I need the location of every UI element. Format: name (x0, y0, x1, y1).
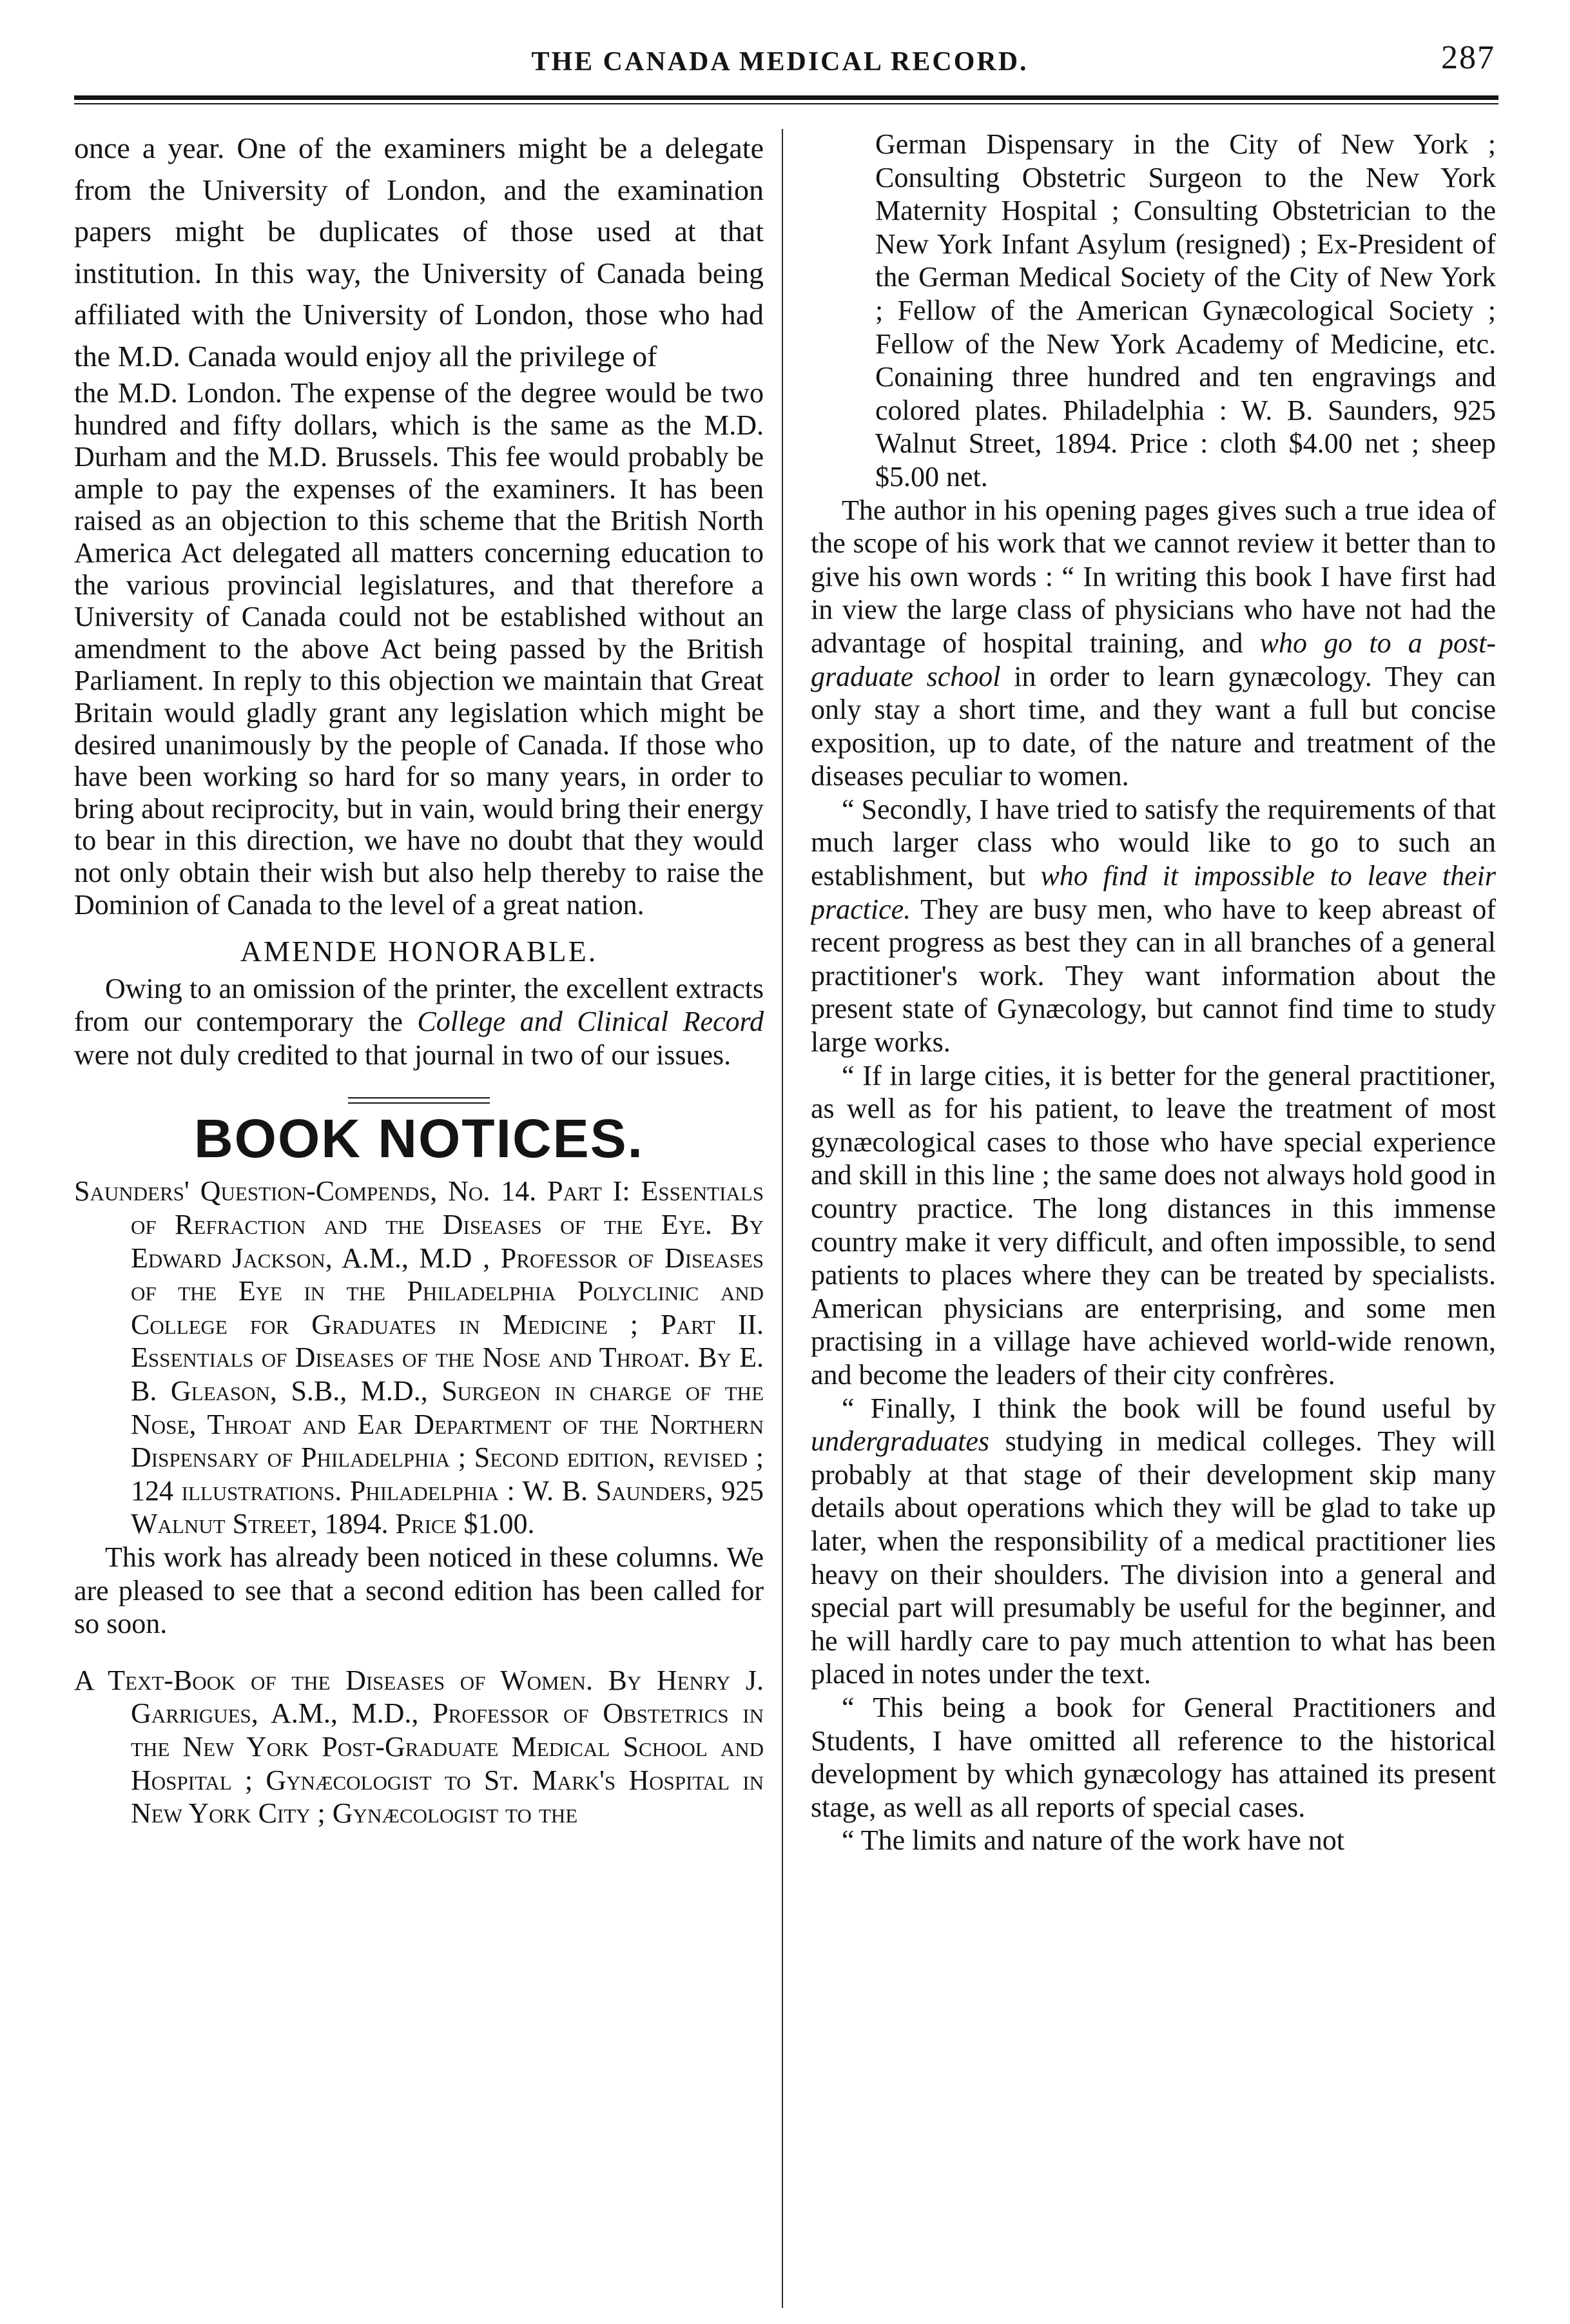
header-rule-thin (74, 103, 1498, 104)
editorial-paragraph-opening: once a year. One of the examiners might be a delegate from the University of London, and the examination papers might be duplicates of those used at that institution. In this way, the University of Canada being affiliated with the University of London, those who had the M.D. Canada would enjoy all the privilege of (74, 132, 764, 373)
review-p1-start: The author in his opening pages gives such a true idea of the scope of his work that we cannot review it better than to give his own words : “ In writing this book I have first had in view the large class of physicians who have not had the advantage of hospital training, and (811, 494, 1496, 659)
review-p1-emphasis: who go to a post-graduate school (811, 627, 1496, 692)
editorial-paragraph-continued: the M.D. London. The expense of the degree would be two hundred and fifty dollars, which is the same as the M.D. Durham and the M.D. Brussels. This fee would probably be ample to pay the expenses of the examiners. It has been raised as an objection to this scheme that the British North America Act delegated all matters concerning education to the various provincial legislatures, and that therefore a University of Canada could not be established without an amendment to the above Act being passed by the British Parliament. In reply to this objection we maintain that Great Britain would gladly grant any legislation which might be desired unanimously by the people of Canada. If those who have been working so hard for so many years, in order to bring about reciprocity, but in vain, would bring their energy to bear in this direction, we have no doubt that they would not only obtain their wish but also help thereby to raise the Dominion of Canada to the level of a great nation. (74, 377, 764, 921)
section-divider-second (348, 1102, 490, 1104)
amende-honorable-heading: AMENDE HONORABLE. (240, 935, 598, 968)
book-notices-heading: BOOK NOTICES. (193, 1108, 644, 1169)
running-title: THE CANADA MEDICAL RECORD. (531, 47, 1029, 77)
column-divider (782, 129, 783, 2308)
right-column (811, 128, 1496, 2319)
amende-text-start: Owing to an omission of the printer, the excellent extracts from our contemporary the (74, 972, 764, 1038)
header-rule (74, 95, 1498, 100)
review-p2-start: “ Secondly, I have tried to satisfy the requirements of that much larger class who would like to go to such an establishment, but (811, 793, 1496, 892)
page-number: 287 (1441, 39, 1495, 76)
journal-title: College and Clinical Record (417, 1006, 764, 1038)
review-p4-emphasis: undergraduates (811, 1425, 990, 1458)
review-paragraph-5: “ This being a book for General Practitioners and Students, I have omitted all reference to the historical development by which gynæcology has attained its present stage, as well as all reports of special cases. (811, 1691, 1496, 1823)
review-paragraph-4 (811, 1392, 1496, 1691)
review-paragraph-1 (811, 494, 1496, 793)
review-paragraph-2 (811, 793, 1496, 1059)
amende-text-end: were not duly credited to that journal in two of our issues. (74, 1039, 732, 1071)
review-p2-end: They are busy men, who have to keep abreast of recent progress as best they can in all branches of a general practitioner's work. They want information about the present state of Gynæcology, but cannot find time to study large works. (811, 893, 1496, 1059)
book-notice-citation-saunders: Saunders' Question-Compends, No. 14. Part I: Essentials of Refraction and the Diseases of the Eye. By Edward Jackson, A.M., M.D , Professor of Diseases of the Eye in the Philadelphia Polyclinic and College for Graduates in Medicine ; Part II. Essentials of Diseases of the Nose and Throat. By E. B. Gleason, S.B., M.D., Surgeon in charge of the Nose, Throat and Ear Department of the Northern Dispensary of Philadelphia ; Second edition, revised ; 124 illustrations. Philadelphia : W. B. Saunders, 925 Walnut Street, 1894. Price $1.00. (74, 1175, 764, 1540)
review-p2-emphasis: who find it impossible to leave their practice. (811, 860, 1496, 925)
review-paragraph-6: “ The limits and nature of the work have not (842, 1824, 1344, 1857)
review-p1-end: in order to learn gynæcology. They can only stay a short time, and they want a full but concise exposition, up to date, of the nature and treatment of the diseases peculiar to women. (811, 660, 1496, 792)
left-column (74, 128, 764, 2319)
review-p4-end: studying in medical colleges. They will probably at that stage of their development skip many details about operations which they will be glad to take up later, when the responsibility of a medical practitioner lies heavy on their shoulders. The division into a general and special part will presumably be useful for the beginner, and he will hardly care to pay much attention to what has been placed in notes under the text. (811, 1425, 1496, 1690)
book-notice-citation-garrigues: A Text-Book of the Diseases of Women. By Henry J. Garrigues, A.M., M.D., Professor of Obstetrics in the New York Post-Graduate Medical School and Hospital ; Gynæcologist to St. Mark's Hospital in New York City ; Gynæcologist to the (74, 1664, 764, 1830)
section-divider (348, 1097, 490, 1099)
notice-spacer (74, 1641, 764, 1664)
review-paragraph-3: “ If in large cities, it is better for the general practitioner, as well as for his patient, to leave the treatment of most gynæcological cases to those who have special experience and skill in this line ; the same does not always hold good in country practice. The long distances in this immense country make it very difficult, and often impossible, to send patients to places where they can be treated by specialists. American physicians are enterprising, and some men practising in a village have achieved world-wide renown, and become the leaders of their city confrères. (811, 1059, 1496, 1391)
amende-honorable-text (74, 972, 764, 1072)
review-p4-start: “ Finally, I think the book will be found useful by (842, 1392, 1496, 1424)
book-notice-citation-continued: German Dispensary in the City of New York ; Consulting Obstetric Surgeon to the New York Maternity Hospital ; Consulting Obstetrician to the New York Infant Asylum (resigned) ; Ex-President of the German Medical Society of the City of New York ; Fellow of the American Gynæcological Society ; Fellow of the New York Academy of Medicine, etc. Conaining three hundred and ten engravings and colored plates. Philadelphia : W. B. Saunders, 925 Walnut Street, 1894. Price : cloth $4.00 net ; sheep $5.00 net. (875, 128, 1496, 493)
book-notice-review-saunders: This work has already been noticed in these columns. We are pleased to see that a second edition has been called for so soon. (74, 1541, 764, 1640)
